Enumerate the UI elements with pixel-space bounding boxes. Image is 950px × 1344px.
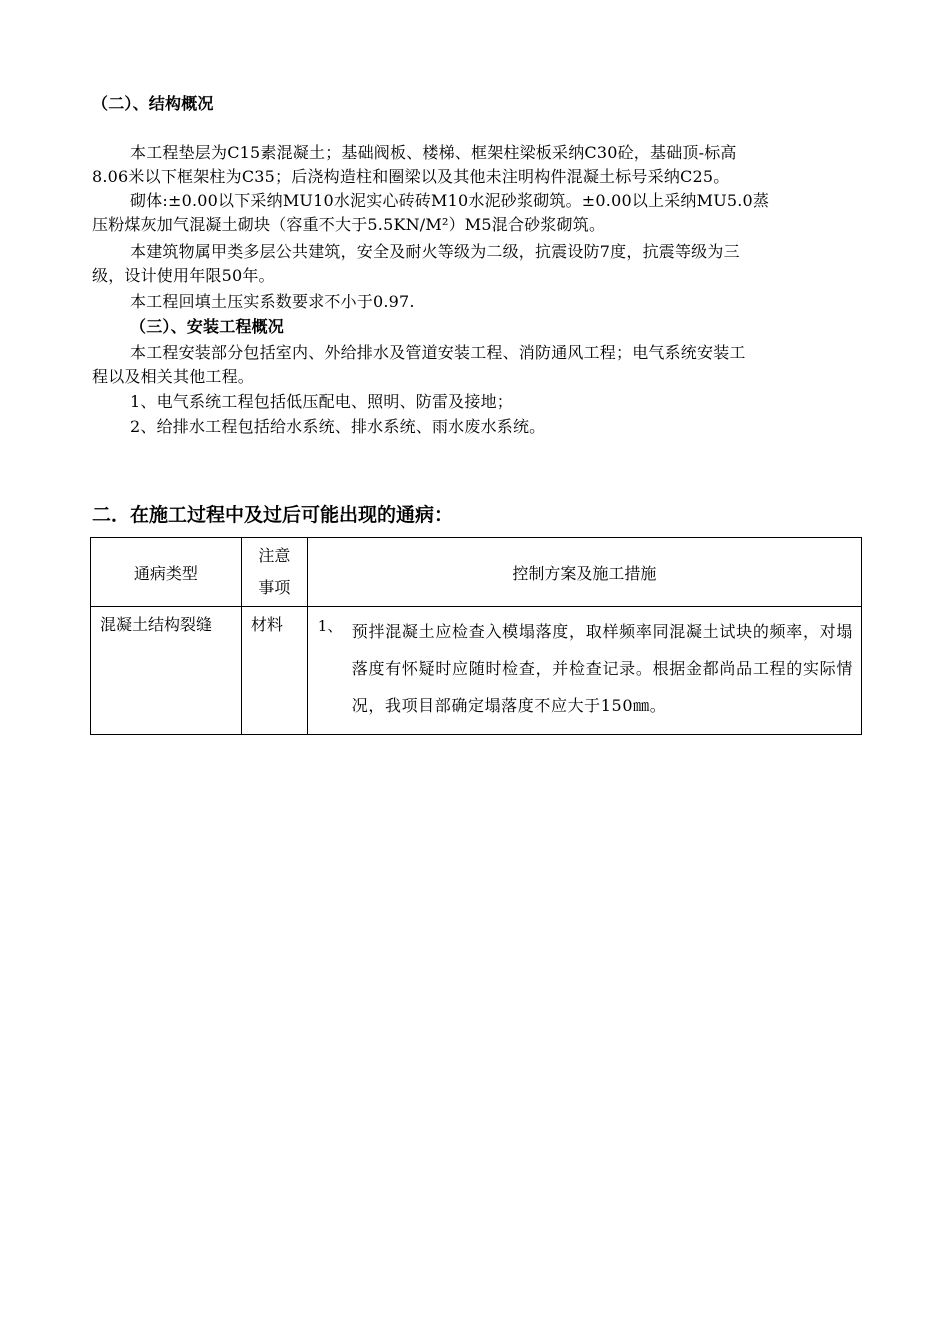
backfill-paragraph-line: 本工程回填土压实系数要求不小于0.97.: [130, 292, 415, 311]
measure-cell: [307, 607, 861, 735]
plumbing-list-item: 2、给排水工程包括给水系统、排水系统、雨水废水系统。: [130, 417, 546, 436]
note-text: 材料: [250, 615, 283, 634]
installation-overview-heading: （三）、安装工程概况: [130, 317, 285, 336]
building-class-paragraph-line: 本建筑物属甲类多层公共建筑，安全及耐火等级为二级，抗震设防7度，抗震等级为三: [130, 242, 740, 261]
common-issues-table: [90, 537, 862, 735]
structure-paragraph-line: 本工程垫层为C15素混凝土；基础阀板、楼梯、框架柱梁板采纳C30砼，基础顶-标高: [130, 143, 737, 162]
issue-type-cell: [91, 607, 242, 735]
building-class-paragraph-line: 级，设计使用年限50年。: [92, 266, 275, 285]
measure-text: 预拌混凝土应检查入模塌落度，取样频率同混凝土试块的频率，对塌落度有怀疑时应随时检查，并检查记录。根据金都尚品工程的实际情况，我项目部确定塌落度不应大于150㎜。: [351, 622, 853, 715]
header-control-measures: 控制方案及施工措施: [307, 538, 861, 607]
measure-item: [308, 607, 861, 734]
note-cell: [241, 607, 307, 735]
measure-number: 1、: [317, 617, 343, 635]
structure-paragraph-line: 8.06米以下框架柱为C35；后浇构造柱和圈梁以及其他未注明构件混凝土标号采纳C25。: [92, 167, 730, 186]
structure-overview-heading: （二）、结构概况: [92, 94, 214, 113]
header-notes: [241, 538, 307, 607]
installation-paragraph-line: 程以及相关其他工程。: [92, 367, 255, 386]
electrical-list-item: 1、电气系统工程包括低压配电、照明、防雷及接地；: [130, 392, 513, 411]
table-row: [91, 607, 862, 735]
header-notes-line2: 事项: [258, 578, 291, 597]
masonry-paragraph-line: 压粉煤灰加气混凝土砌块（容重不大于5.5KN/M²）M5混合砂浆砌筑。: [92, 215, 606, 234]
common-issues-heading: 二．在施工过程中及过后可能出现的通病：: [92, 504, 454, 526]
table-header-row: [91, 538, 862, 607]
issue-type-text: 混凝土结构裂缝: [100, 615, 213, 634]
installation-paragraph-line: 本工程安装部分包括室内、外给排水及管道安装工程、消防通风工程；电气系统安装工: [130, 343, 746, 362]
masonry-paragraph-line: 砌体:±0.00以下采纳MU10水泥实心砖砖M10水泥砂浆砌筑。±0.00以上采纳MU5.0蒸: [130, 191, 770, 210]
header-notes-line1: 注意: [258, 546, 291, 565]
header-issue-type: 通病类型: [91, 538, 242, 607]
